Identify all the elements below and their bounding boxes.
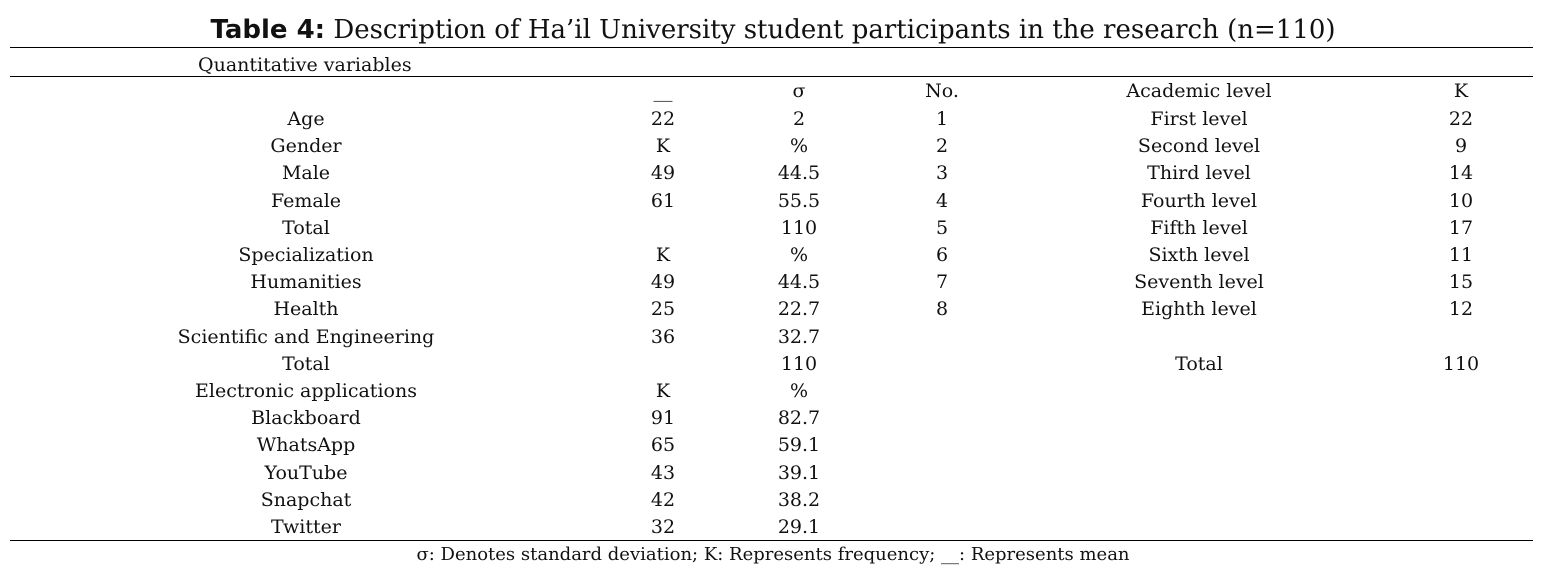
level-number: 7 xyxy=(935,271,949,294)
percent-or-sd-value: % xyxy=(789,380,809,402)
variable-label: WhatsApp xyxy=(256,434,356,457)
k-or-mean-value: K xyxy=(655,135,671,158)
academic-level-header: Academic level xyxy=(1126,80,1272,102)
table-caption-label: Table 4: xyxy=(210,15,326,45)
quantitative-variables-header: Quantitative variables xyxy=(198,54,412,76)
variable-label: Age xyxy=(287,108,325,130)
level-frequency: 9 xyxy=(1454,135,1468,158)
percent-or-sd-value: 2 xyxy=(792,108,806,130)
bottom-rule xyxy=(10,540,1533,541)
top-rule xyxy=(10,47,1533,48)
variable-label: Total xyxy=(282,352,330,375)
level-name: Fourth level xyxy=(1140,189,1258,212)
variable-label: Health xyxy=(273,298,339,321)
level-number: 3 xyxy=(935,162,949,185)
percent-or-sd-value: 59.1 xyxy=(777,434,821,457)
level-name: Third level xyxy=(1147,162,1251,185)
variable-label: Humanities xyxy=(250,271,362,294)
no-header: No. xyxy=(925,80,959,102)
percent-or-sd-value: 32.7 xyxy=(777,325,821,348)
level-frequency: 10 xyxy=(1448,189,1474,212)
k-or-mean-value: 49 xyxy=(650,271,676,294)
percent-or-sd-value: 38.2 xyxy=(777,488,821,511)
k-or-mean-value: 91 xyxy=(650,407,676,430)
percent-or-sd-value: 110 xyxy=(780,352,818,375)
table-footnote: σ: Denotes standard deviation; K: Represents frequency; __: Represents mean xyxy=(416,544,1130,565)
percent-or-sd-value: % xyxy=(789,244,809,266)
level-name: Fifth level xyxy=(1150,216,1248,239)
k-or-mean-value: 22 xyxy=(650,108,676,130)
percent-or-sd-value: 44.5 xyxy=(777,162,821,185)
variable-label: Electronic applications xyxy=(195,380,417,402)
table-caption xyxy=(0,14,1546,46)
level-frequency: 14 xyxy=(1448,162,1474,185)
level-name: Sixth level xyxy=(1148,244,1250,266)
header-rule xyxy=(10,76,1533,77)
level-frequency: 12 xyxy=(1448,298,1474,321)
level-number: 4 xyxy=(935,189,949,212)
variable-label: YouTube xyxy=(264,461,348,484)
percent-or-sd-value: 44.5 xyxy=(777,271,821,294)
k-or-mean-value: 61 xyxy=(650,189,676,212)
level-number: 8 xyxy=(935,298,949,321)
k-header: K xyxy=(1453,80,1469,102)
percent-or-sd-value: % xyxy=(789,135,809,158)
variable-label: Twitter xyxy=(271,516,341,538)
sd-header: σ xyxy=(792,80,806,102)
level-name: Eighth level xyxy=(1141,298,1257,321)
percent-or-sd-value: 29.1 xyxy=(777,516,821,538)
percent-or-sd-value: 39.1 xyxy=(777,461,821,484)
k-or-mean-value: K xyxy=(655,380,671,402)
k-or-mean-value: 65 xyxy=(650,434,676,457)
academic-total-value: 110 xyxy=(1442,352,1480,375)
variable-label: Female xyxy=(270,189,342,212)
level-frequency: 22 xyxy=(1448,108,1474,130)
percent-or-sd-value: 110 xyxy=(780,216,818,239)
variable-label: Snapchat xyxy=(260,488,352,511)
level-number: 2 xyxy=(935,135,949,158)
mean-header: __ xyxy=(653,80,673,102)
percent-or-sd-value: 82.7 xyxy=(777,407,821,430)
academic-total-label: Total xyxy=(1175,352,1223,375)
k-or-mean-value: 32 xyxy=(650,516,676,538)
variable-label: Scientific and Engineering xyxy=(177,325,435,348)
level-frequency: 15 xyxy=(1448,271,1474,294)
variable-label: Blackboard xyxy=(251,407,361,430)
level-name: First level xyxy=(1150,108,1248,130)
table-caption-text: Description of Ha’il University student participants in the research (n=110) xyxy=(333,15,1336,45)
percent-or-sd-value: 22.7 xyxy=(777,298,821,321)
level-frequency: 11 xyxy=(1448,244,1474,266)
k-or-mean-value: 49 xyxy=(650,162,676,185)
k-or-mean-value: 42 xyxy=(650,488,676,511)
level-number: 1 xyxy=(935,108,949,130)
k-or-mean-value: 36 xyxy=(650,325,676,348)
k-or-mean-value: 25 xyxy=(650,298,676,321)
level-name: Seventh level xyxy=(1134,271,1264,294)
level-name: Second level xyxy=(1137,135,1261,158)
k-or-mean-value: K xyxy=(655,244,671,266)
level-frequency: 17 xyxy=(1448,216,1474,239)
k-or-mean-value: 43 xyxy=(650,461,676,484)
variable-label: Specialization xyxy=(238,244,374,266)
variable-label: Male xyxy=(281,162,331,185)
level-number: 5 xyxy=(935,216,949,239)
variable-label: Total xyxy=(282,216,330,239)
level-number: 6 xyxy=(935,244,949,266)
variable-label: Gender xyxy=(270,135,342,158)
percent-or-sd-value: 55.5 xyxy=(777,189,821,212)
